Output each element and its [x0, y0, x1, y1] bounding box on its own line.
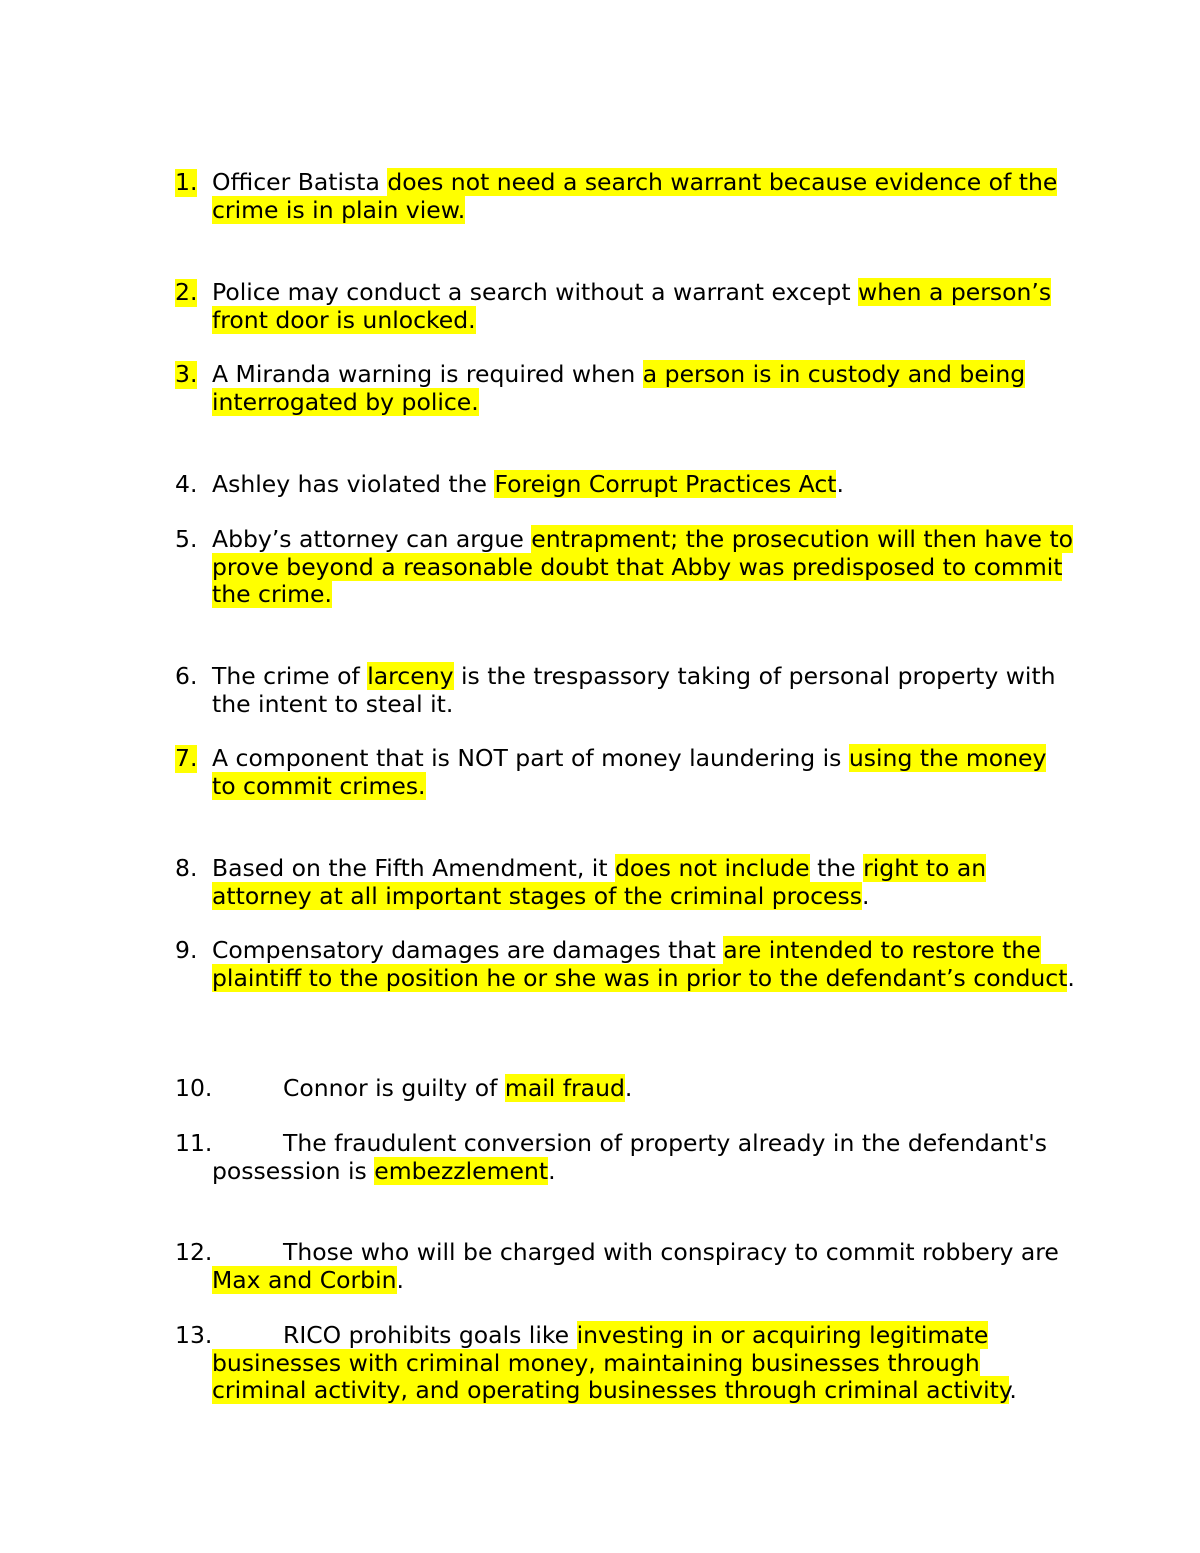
highlighted-answer: when a person’s front door is unlocked.	[212, 278, 1052, 334]
item-text	[175, 663, 1075, 718]
item-text	[175, 471, 1075, 499]
question-text: the	[809, 854, 864, 882]
highlighted-answer: right to an attorney at all important stages of the criminal process	[212, 854, 987, 910]
item-text	[175, 1130, 1075, 1185]
highlighted-answer: embezzlement	[374, 1156, 549, 1185]
item-text	[175, 279, 1075, 334]
question-text: The fraudulent conversion of property already in the defendant's possession is	[212, 1129, 1047, 1185]
highlighted-answer: using the money to commit crimes.	[212, 744, 1047, 800]
question-text: Connor is guilty of	[283, 1074, 505, 1102]
highlighted-answer: entrapment; the prosecution will then have to prove beyond a reasonable doubt that Abby was predisposed to commit the crime.	[212, 525, 1074, 608]
answer-item-7	[175, 745, 1075, 800]
question-text: is the trespassory taking of personal property with the intent to steal it.	[212, 662, 1056, 718]
item-number: 6.	[175, 662, 198, 690]
answer-item-11	[175, 1130, 1075, 1185]
item-number: 4.	[175, 470, 198, 498]
highlighted-answer: larceny	[367, 662, 454, 690]
question-text: Compensatory damages are damages that	[212, 936, 724, 964]
highlighted-answer: Max and Corbin	[212, 1265, 397, 1294]
question-text: Those who will be charged with conspiracy to commit robbery are	[283, 1238, 1059, 1266]
highlighted-answer: does not need a search warrant because evidence of the crime is in plain view.	[212, 168, 1058, 224]
item-text	[175, 855, 1075, 910]
question-text: .	[548, 1156, 556, 1185]
answer-item-9	[175, 937, 1075, 992]
question-text: A component that is NOT part of money laundering is	[212, 744, 849, 772]
question-text: .	[836, 470, 844, 498]
item-text	[175, 1239, 1075, 1294]
item-text	[175, 1322, 1075, 1405]
highlighted-answer: does not include	[615, 854, 810, 882]
item-text	[175, 745, 1075, 800]
answer-item-8	[175, 855, 1075, 910]
answer-item-6	[175, 663, 1075, 718]
question-text: .	[624, 1074, 633, 1102]
item-text	[175, 937, 1075, 992]
answer-item-4	[175, 471, 1075, 499]
question-text: Ashley has violated the	[212, 470, 495, 498]
highlighted-answer: investing in or acquiring legitimate businesses with criminal money, maintaining businesses through criminal activity, and operating businesses through criminal activity	[212, 1321, 1010, 1404]
answer-item-5	[175, 526, 1075, 609]
question-text: Based on the Fifth Amendment, it	[212, 854, 616, 882]
item-number: 11.	[175, 1129, 213, 1157]
question-text: .	[1009, 1376, 1017, 1404]
question-text: .	[396, 1265, 405, 1294]
question-text: Police may conduct a search without a warrant except	[212, 278, 859, 306]
item-text	[175, 1075, 1075, 1103]
item-text	[175, 169, 1075, 224]
answer-item-3	[175, 361, 1075, 416]
item-number: 1.	[175, 168, 198, 196]
answer-item-13	[175, 1322, 1075, 1405]
item-number: 8.	[175, 854, 198, 882]
item-number: 9.	[175, 936, 198, 964]
question-text: .	[1067, 963, 1075, 992]
answer-item-2	[175, 279, 1075, 334]
highlighted-answer: are intended to restore the plaintiff to the position he or she was in prior to the defendant’s conduct	[212, 936, 1068, 992]
question-text: Abby’s attorney can argue	[212, 525, 532, 553]
question-text: A Miranda warning is required when	[212, 360, 643, 388]
highlighted-answer: mail fraud	[504, 1074, 625, 1102]
item-number: 7.	[175, 744, 198, 772]
item-number: 3.	[175, 360, 198, 388]
highlighted-answer: a person is in custody and being interrogated by police.	[212, 360, 1026, 416]
item-number: 5.	[175, 525, 198, 553]
question-text: RICO prohibits goals like	[283, 1321, 577, 1349]
question-text: Officer Batista	[212, 168, 388, 196]
item-number: 2.	[175, 278, 198, 306]
item-text	[175, 361, 1075, 416]
question-text: .	[862, 881, 870, 910]
answer-item-1	[175, 169, 1075, 224]
item-number: 12.	[175, 1238, 213, 1266]
highlighted-answer: Foreign Corrupt Practices Act	[494, 470, 837, 498]
item-number: 10.	[175, 1074, 213, 1102]
answer-item-12	[175, 1239, 1075, 1294]
item-number: 13.	[175, 1321, 213, 1349]
answer-item-10	[175, 1075, 1075, 1103]
question-text: The crime of	[212, 662, 368, 690]
item-text	[175, 526, 1075, 609]
